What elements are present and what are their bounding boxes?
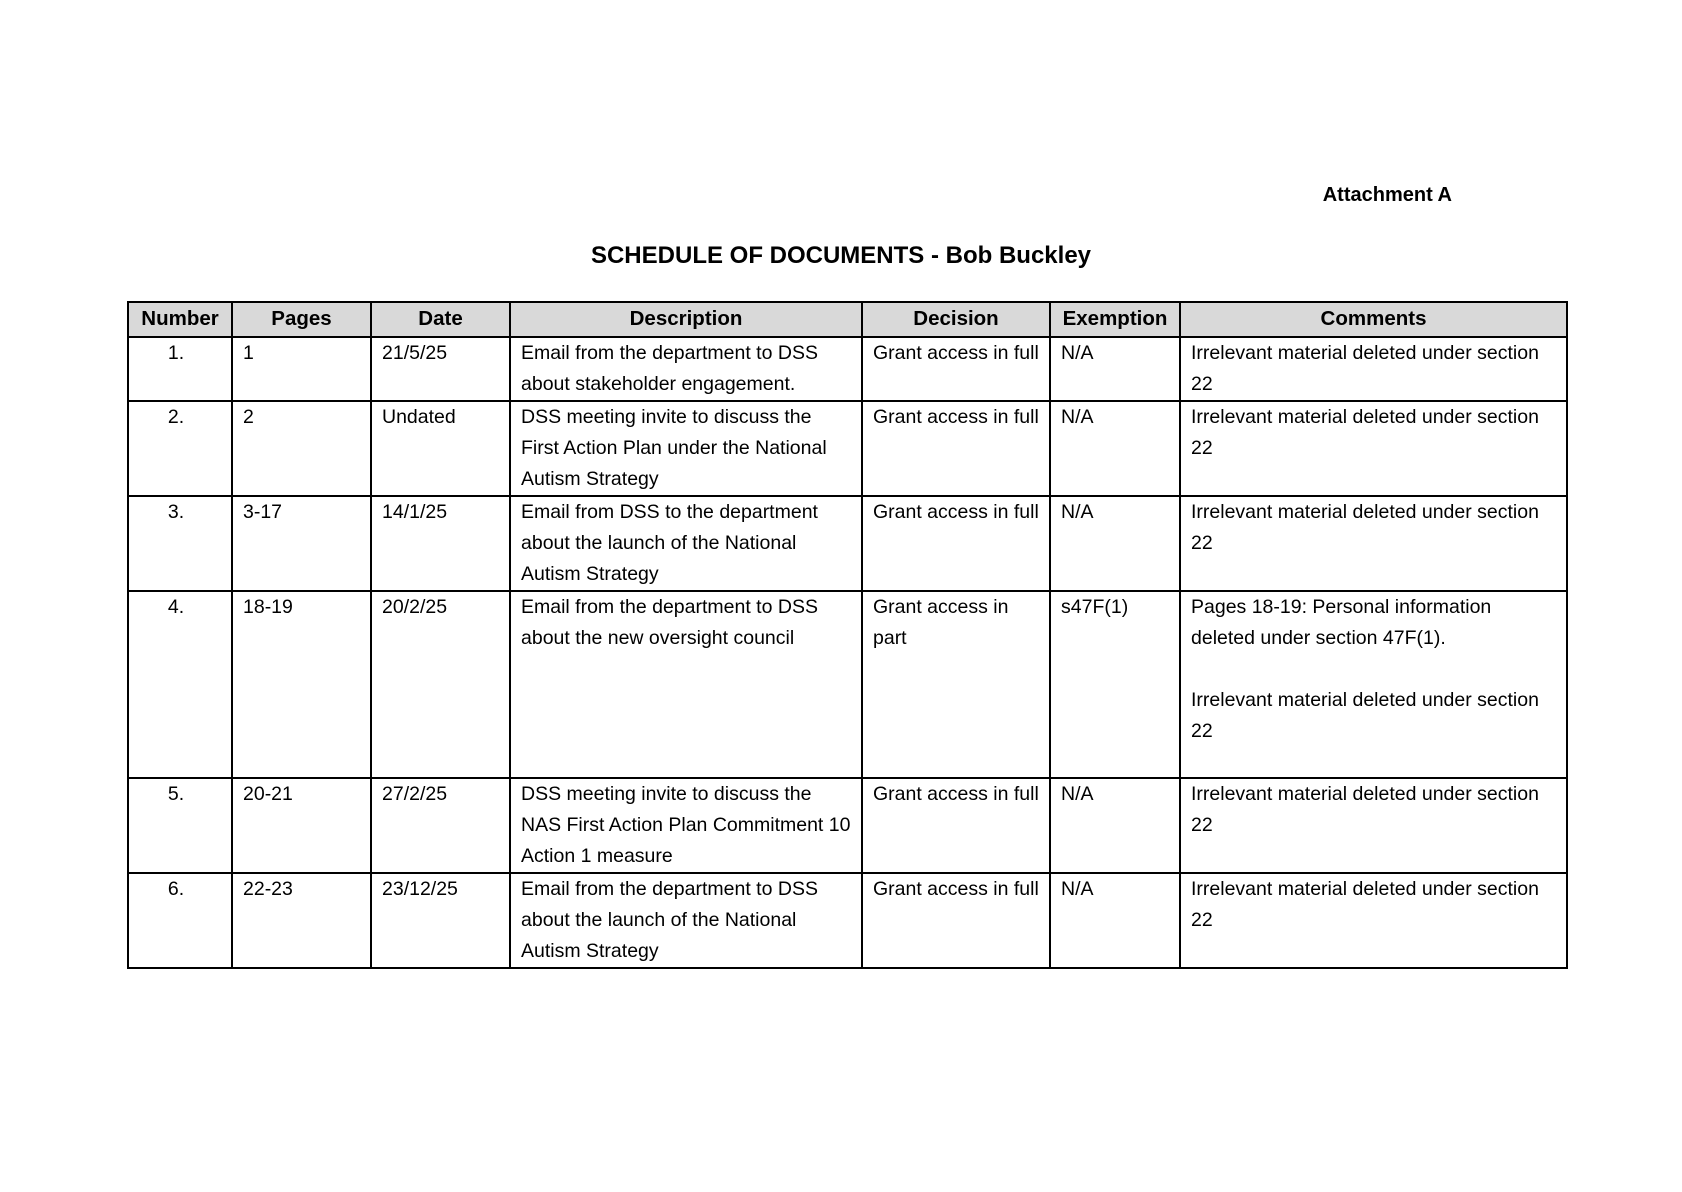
table-row — [128, 591, 1567, 778]
cell-date: 14/1/25 — [371, 496, 510, 591]
cell-number: 1. — [128, 337, 232, 401]
attachment-label: Attachment A — [1322, 184, 1452, 206]
header-pages: Pages — [232, 302, 371, 337]
cell-pages: 2 — [232, 401, 371, 496]
cell-pages: 1 — [232, 337, 371, 401]
cell-description: DSS meeting invite to discuss the NAS First Action Plan Commitment 10 Action 1 measure — [510, 778, 862, 873]
cell-comments: Irrelevant material deleted under section 22 — [1180, 778, 1567, 873]
cell-date: Undated — [371, 401, 510, 496]
cell-description: Email from DSS to the department about the launch of the National Autism Strategy — [510, 496, 862, 591]
table-row — [128, 873, 1567, 968]
cell-exemption: s47F(1) — [1050, 591, 1180, 778]
cell-comments: Irrelevant material deleted under section 22 — [1180, 401, 1567, 496]
cell-comments: Irrelevant material deleted under section 22 — [1180, 873, 1567, 968]
cell-date: 20/2/25 — [371, 591, 510, 778]
cell-comments: Irrelevant material deleted under section 22 — [1180, 337, 1567, 401]
table-row — [128, 496, 1567, 591]
cell-decision: Grant access in full — [862, 873, 1050, 968]
header-description: Description — [510, 302, 862, 337]
cell-exemption: N/A — [1050, 337, 1180, 401]
cell-decision: Grant access in part — [862, 591, 1050, 778]
cell-description: DSS meeting invite to discuss the First Action Plan under the National Autism Strategy — [510, 401, 862, 496]
cell-date: 23/12/25 — [371, 873, 510, 968]
cell-number: 4. — [128, 591, 232, 778]
table-row — [128, 778, 1567, 873]
cell-date: 27/2/25 — [371, 778, 510, 873]
cell-description: Email from the department to DSS about the new oversight council — [510, 591, 862, 778]
cell-number: 6. — [128, 873, 232, 968]
header-decision: Decision — [862, 302, 1050, 337]
header-comments: Comments — [1180, 302, 1567, 337]
table-row — [128, 337, 1567, 401]
cell-decision: Grant access in full — [862, 778, 1050, 873]
table-row — [128, 401, 1567, 496]
schedule-table — [127, 301, 1568, 969]
cell-number: 3. — [128, 496, 232, 591]
cell-exemption: N/A — [1050, 873, 1180, 968]
cell-comments: Irrelevant material deleted under section 22 — [1180, 496, 1567, 591]
cell-decision: Grant access in full — [862, 337, 1050, 401]
cell-comments: Pages 18-19: Personal information deleted under section 47F(1). Irrelevant material deleted under section 22 — [1180, 591, 1567, 778]
cell-description: Email from the department to DSS about stakeholder engagement. — [510, 337, 862, 401]
cell-decision: Grant access in full — [862, 401, 1050, 496]
cell-decision: Grant access in full — [862, 496, 1050, 591]
cell-pages: 20-21 — [232, 778, 371, 873]
header-exemption: Exemption — [1050, 302, 1180, 337]
document-title: SCHEDULE OF DOCUMENTS - Bob Buckley — [590, 242, 1092, 269]
header-date: Date — [371, 302, 510, 337]
cell-exemption: N/A — [1050, 496, 1180, 591]
cell-exemption: N/A — [1050, 401, 1180, 496]
cell-pages: 18-19 — [232, 591, 371, 778]
header-number: Number — [128, 302, 232, 337]
cell-exemption: N/A — [1050, 778, 1180, 873]
cell-date: 21/5/25 — [371, 337, 510, 401]
table-header-row — [128, 302, 1567, 337]
cell-pages: 22-23 — [232, 873, 371, 968]
cell-description: Email from the department to DSS about the launch of the National Autism Strategy — [510, 873, 862, 968]
cell-number: 5. — [128, 778, 232, 873]
cell-pages: 3-17 — [232, 496, 371, 591]
cell-number: 2. — [128, 401, 232, 496]
